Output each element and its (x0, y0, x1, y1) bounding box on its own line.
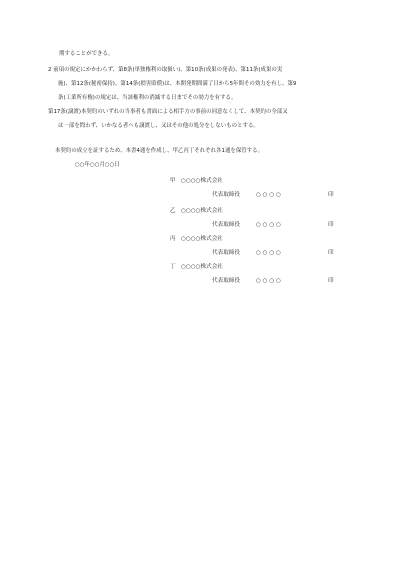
party-b-company: ○○○○株式会社 (181, 208, 223, 214)
party-b-mark: 乙 (170, 208, 176, 214)
contract-date: ○○年○○月○○日 (75, 162, 120, 168)
text-line-1: 期することができる。 (59, 51, 114, 57)
party-c-mark: 丙 (170, 236, 176, 242)
party-a-seal: 印 (328, 192, 334, 198)
party-d-name: ○ ○ ○ ○ (256, 278, 281, 284)
party-c-company: ○○○○株式会社 (181, 236, 223, 242)
text-line-4: 条(工業所有権)の規定は、当該権利の消滅する日までその効力を有する。 (58, 95, 237, 101)
closing-statement: 本契約の成立を証するため、本書4通を作成し、甲乙丙丁それぞれ各1通を保管する。 (55, 148, 264, 154)
party-b-title: 代表取締役 (212, 222, 240, 228)
party-c-name: ○ ○ ○ ○ (256, 250, 281, 256)
party-a-company: ○○○○株式会社 (181, 178, 223, 184)
party-b-seal: 印 (328, 222, 334, 228)
party-c-title: 代表取締役 (212, 250, 240, 256)
party-b-name: ○ ○ ○ ○ (256, 222, 281, 228)
text-line-3: 施)、第12条(秘密保持)、第14条(損害賠償)は、本開発期間満了日から5年間その効力を有し、第9 (58, 81, 297, 87)
party-d-mark: 丁 (170, 264, 176, 270)
party-d-seal: 印 (328, 278, 334, 284)
text-line-6: は一部を問わず、いかなる者へも譲渡し、又はその他の処分をしないものとする。 (58, 123, 259, 129)
text-line-2: 2 前項の規定にかかわらず、第8条(単独権利の取扱い)、第10条(成果の発表)、第11条(成果の実 (48, 67, 283, 73)
party-c-seal: 印 (328, 250, 334, 256)
party-d-title: 代表取締役 (212, 278, 240, 284)
party-a-title: 代表取締役 (212, 192, 240, 198)
party-d-company: ○○○○株式会社 (181, 264, 223, 270)
party-a-name: ○ ○ ○ ○ (256, 192, 281, 198)
text-line-5: 第17条(譲渡)本契約のいずれの当事者も書面による相手方の事前の同意なくして、本契約の全部又 (48, 109, 288, 115)
party-a-mark: 甲 (170, 178, 176, 184)
